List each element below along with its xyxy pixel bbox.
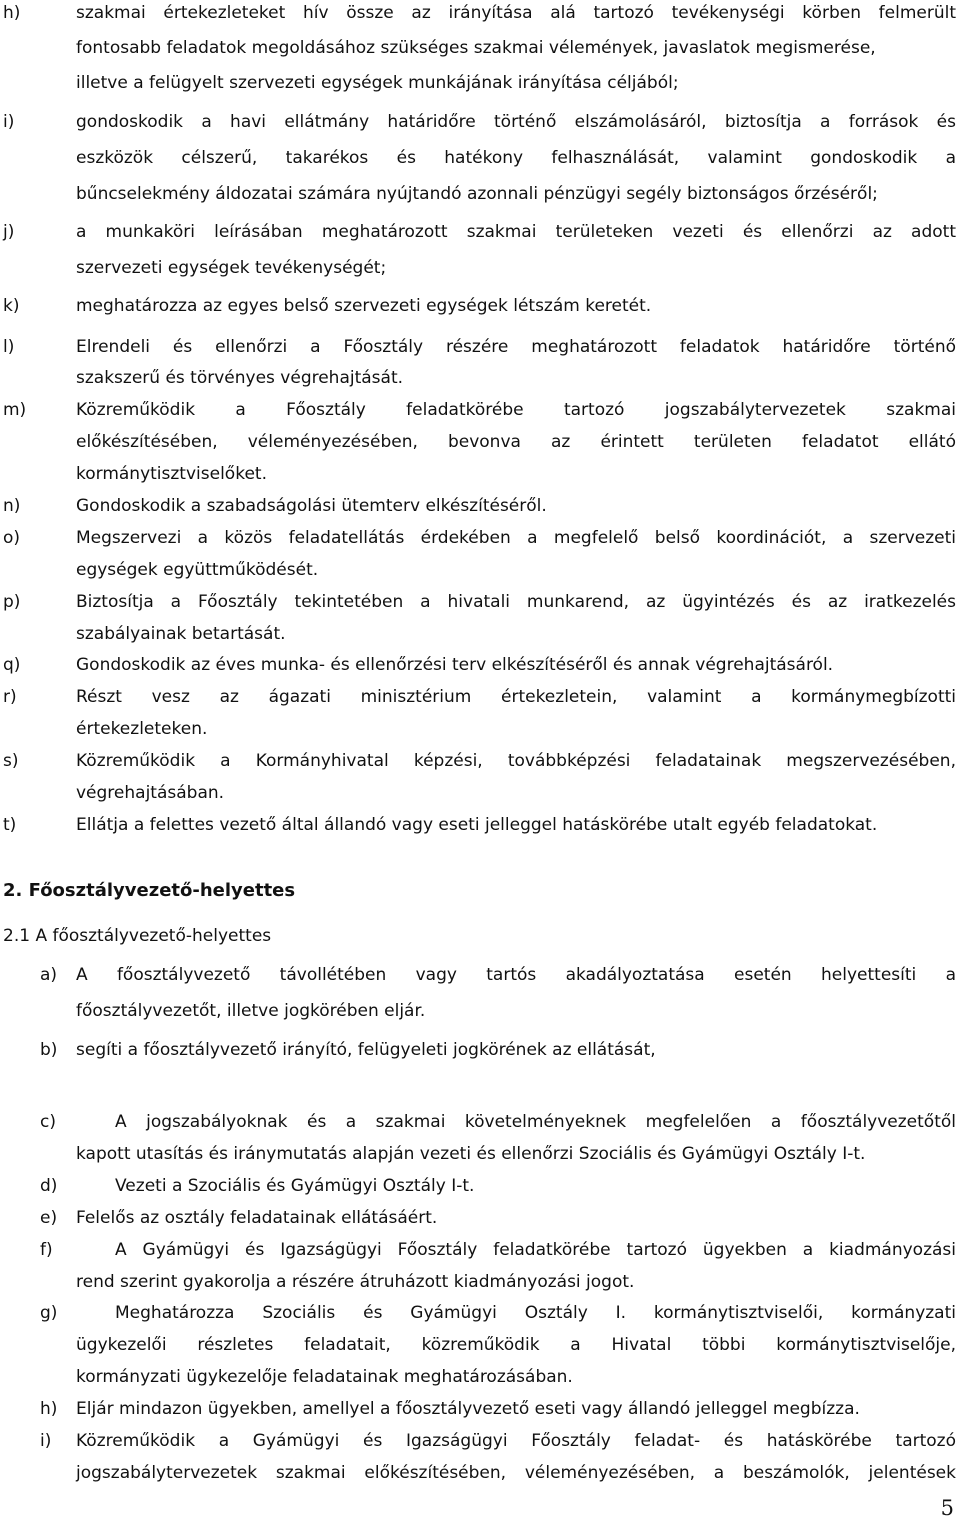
list-marker: h)	[3, 3, 21, 23]
list-item-text: illetve a felügyelt szervezeti egységek munkájának irányítása céljából;	[76, 73, 679, 93]
list-marker: f)	[40, 1240, 53, 1260]
list-marker: c)	[40, 1112, 56, 1132]
list-item-text: kormánytisztviselőket.	[76, 464, 267, 484]
list-item-text: szabályainak betartását.	[76, 624, 286, 644]
list-marker: t)	[3, 815, 17, 835]
list-item-text: Meghatározza Szociális és Gyámügyi Osztály I. kormánytisztviselői, kormányzati	[115, 1303, 956, 1323]
list-item-text: szakmai értekezleteket hív össze az irányítása alá tartozó tevékenységi körben felmerült	[76, 3, 956, 23]
list-item-text: végrehajtásában.	[76, 783, 225, 803]
page-number: 5	[940, 1496, 954, 1520]
list-item-text: szervezeti egységek tevékenységét;	[76, 258, 387, 278]
list-item-text: Gondoskodik az éves munka- és ellenőrzési terv elkészítéséről és annak végrehajtásáról.	[76, 655, 834, 675]
list-item-text: Közreműködik a Gyámügyi és Igazságügyi Főosztály feladat- és hatáskörébe tartozó	[76, 1431, 956, 1451]
list-marker: j)	[3, 222, 15, 242]
list-item-text: Ellátja a felettes vezető által állandó vagy eseti jelleggel hatáskörébe utalt egyéb feladatokat.	[76, 815, 878, 835]
list-item-text: rend szerint gyakorolja a részére átruházott kiadmányozási jogot.	[76, 1272, 635, 1292]
list-item-text: kormányzati ügykezelője feladatainak meghatározásában.	[76, 1367, 573, 1387]
list-item-text: Gondoskodik a szabadságolási ütemterv elkészítéséről.	[76, 496, 547, 516]
list-item-text: Vezeti a Szociális és Gyámügyi Osztály I-t.	[115, 1176, 475, 1196]
list-item-text: A Gyámügyi és Igazságügyi Főosztály feladatkörébe tartozó ügyekben a kiadmányozási	[115, 1240, 956, 1260]
list-item-text: Felelős az osztály feladatainak ellátásáért.	[76, 1208, 438, 1228]
list-item-text: Biztosítja a Főosztály tekintetében a hivatali munkarend, az ügyintézés és az iratkezelés	[76, 592, 956, 612]
list-item-text: A jogszabályoknak és a szakmai követelményeknek megfelelően a főosztályvezetőtől	[115, 1112, 956, 1132]
list-item-text: ügykezelői részletes feladatait, közreműködik a Hivatal többi kormánytisztviselője,	[76, 1335, 956, 1355]
list-item-text: meghatározza az egyes belső szervezeti egységek létszám keretét.	[76, 296, 652, 316]
list-marker: s)	[3, 751, 19, 771]
list-marker: i)	[3, 112, 15, 132]
subsection-heading: 2.1 A főosztályvezető-helyettes	[3, 926, 272, 946]
list-item-text: segíti a főosztályvezető irányító, felügyeleti jogkörének az ellátását,	[76, 1040, 656, 1060]
list-item-text: a munkaköri leírásában meghatározott szakmai területeken vezeti és ellenőrzi az adott	[76, 222, 956, 242]
list-marker: i)	[40, 1431, 52, 1451]
list-marker: n)	[3, 496, 21, 516]
list-item-text: bűncselekmény áldozatai számára nyújtandó azonnali pénzügyi segély biztonságos őrzéséről;	[76, 184, 878, 204]
list-item-text: Eljár mindazon ügyekben, amellyel a főosztályvezető eseti vagy állandó jelleggel megbízza.	[76, 1399, 860, 1419]
list-item-text: Elrendeli és ellenőrzi a Főosztály részére meghatározott feladatok határidőre történő	[76, 337, 956, 357]
list-marker: a)	[40, 965, 58, 985]
list-item-text: A főosztályvezető távollétében vagy tartós akadályoztatása esetén helyettesíti a	[76, 965, 956, 985]
list-item-text: fontosabb feladatok megoldásához szükséges szakmai vélemények, javaslatok megismerése,	[76, 38, 876, 58]
list-item-text: szakszerű és törvényes végrehajtását.	[76, 368, 404, 388]
list-marker: m)	[3, 400, 27, 420]
list-item-text: Közreműködik a Főosztály feladatkörébe tartozó jogszabálytervezetek szakmai	[76, 400, 956, 420]
list-item-text: Részt vesz az ágazati minisztérium értekezletein, valamint a kormánymegbízotti	[76, 687, 956, 707]
list-marker: q)	[3, 655, 21, 675]
list-item-text: jogszabálytervezetek szakmai előkészítésében, véleményezésében, a beszámolók, jelentések	[76, 1463, 956, 1483]
list-item-text: kapott utasítás és iránymutatás alapján vezeti és ellenőrzi Szociális és Gyámügyi Osztály I-t.	[76, 1144, 866, 1164]
list-marker: e)	[40, 1208, 58, 1228]
list-marker: o)	[3, 528, 21, 548]
section-heading: 2. Főosztályvezető-helyettes	[3, 880, 296, 901]
list-marker: d)	[40, 1176, 58, 1196]
list-item-text: előkészítésében, véleményezésében, bevonva az érintett területen feladatot ellátó	[76, 432, 956, 452]
list-marker: h)	[40, 1399, 58, 1419]
list-item-text: Közreműködik a Kormányhivatal képzési, továbbképzési feladatainak megszervezésében,	[76, 751, 956, 771]
list-marker: g)	[40, 1303, 58, 1323]
list-marker: l)	[3, 337, 15, 357]
list-item-text: Megszervezi a közös feladatellátás érdekében a megfelelő belső koordinációt, a szervezeti	[76, 528, 956, 548]
list-marker: k)	[3, 296, 20, 316]
list-item-text: egységek együttműködését.	[76, 560, 319, 580]
list-item-text: főosztályvezetőt, illetve jogkörében eljár.	[76, 1001, 426, 1021]
list-marker: p)	[3, 592, 21, 612]
list-item-text: gondoskodik a havi ellátmány határidőre történő elszámolásáról, biztosítja a források és	[76, 112, 956, 132]
list-marker: r)	[3, 687, 17, 707]
list-item-text: értekezleteken.	[76, 719, 208, 739]
list-marker: b)	[40, 1040, 58, 1060]
list-item-text: eszközök célszerű, takarékos és hatékony felhasználását, valamint gondoskodik a	[76, 148, 956, 168]
